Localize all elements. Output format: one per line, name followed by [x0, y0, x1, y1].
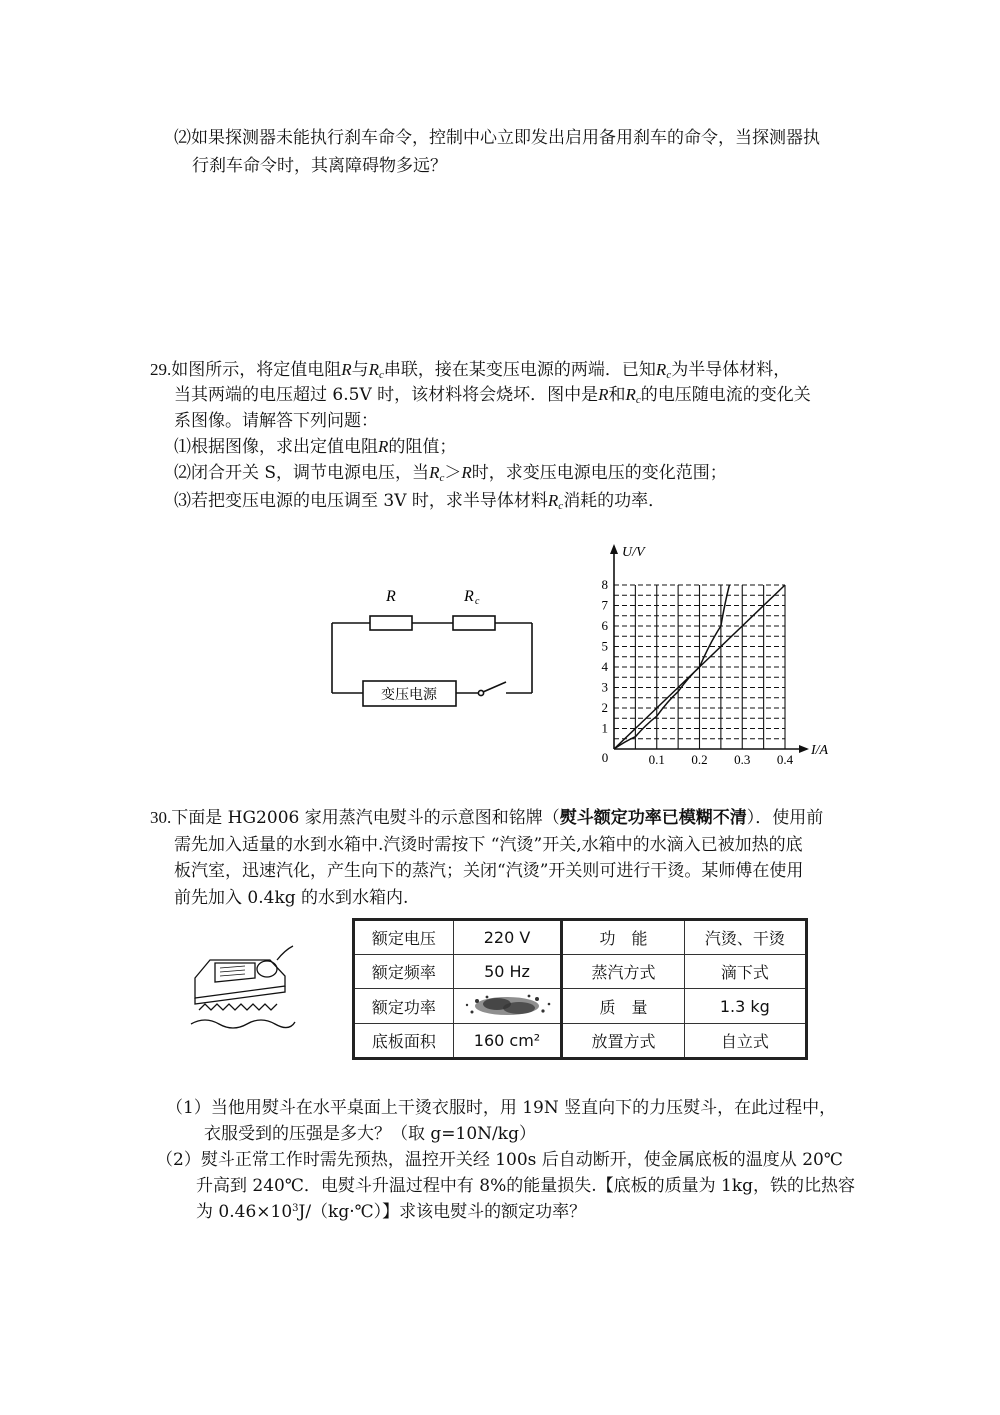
y-tick-label: 7	[601, 597, 608, 613]
plate-cell: 自立式	[684, 1023, 806, 1058]
y-tick-label: 6	[601, 618, 608, 633]
q30-line1: 30.下面是 HG2006 家用蒸汽电熨斗的示意图和铭牌（熨斗额定功率已模糊不清）．使用前	[150, 808, 824, 828]
x-tick-label: 0.4	[776, 752, 794, 767]
x-axis-label: I/A	[811, 743, 829, 758]
q28-part2-line1: ⑵如果探测器未能执行刹车命令，控制中心立即发出启用备用刹车的命令，当探测器执	[174, 128, 820, 148]
q30-part2-line1: （2）熨斗正常工作时需先预热，温控开关经 100s 后自动断开，使金属底板的温度从 20℃	[156, 1150, 843, 1170]
q29-line1: 29.如图所示，将定值电阻R与$R_c$串联，接在某变压电源的两端．已知$R_c$为半导体材料，	[150, 360, 791, 381]
x-axis-arrow	[799, 745, 809, 753]
plate-cell: 底板面积	[354, 1023, 454, 1058]
y-tick-label: 5	[601, 638, 608, 654]
plate-cell: 额定电压	[354, 920, 454, 955]
resistor-r	[370, 616, 412, 630]
q29-sub3: ⑶若把变压电源的电压调至 3V 时，求半导体材料$R_c$消耗的功率．	[174, 491, 666, 512]
q30-line4: 前先加入 0.4kg 的水到水箱内.	[174, 888, 409, 908]
plate-cell: 蒸汽方式	[562, 955, 684, 989]
plate-cell: 50 Hz	[453, 955, 562, 989]
plate-cell: 220 V	[453, 920, 562, 955]
label-r: R	[386, 588, 396, 605]
chart-axes	[610, 544, 809, 753]
plate-cell: 额定功率	[354, 989, 454, 1023]
x-tick-label: 0.3	[734, 752, 751, 767]
label-rc: R	[464, 588, 474, 605]
q30-part2-line3: 为 $0.46\times 10^3J/(kg\cdot℃)$】求该电熨斗的额定功率？	[196, 1202, 587, 1222]
q29-line3: 系图像。请解答下列问题：	[174, 411, 378, 431]
y-axis-label: U/V	[622, 545, 645, 560]
q30-line3: 板汽室，迅速汽化，产生向下的蒸汽；关闭“汽烫”开关则可进行干烫。某师傅在使用	[174, 861, 804, 881]
q30-line2: 需先加入适量的水到水箱中.汽烫时需按下 “汽烫”开关,水箱中的水滴入已被加热的底	[174, 835, 803, 855]
y-tick-label: 1	[601, 720, 608, 736]
q29-line2: 当其两端的电压超过 6.5V 时，该材料将会烧坏．图中是R和$R_c$的电压随电流的变化关	[174, 385, 811, 406]
q30-part1-line2: 衣服受到的压强是多大？（取 g=10N/kg）	[204, 1124, 536, 1144]
plate-cell: 滴下式	[684, 955, 806, 989]
blurred-power-cell	[453, 989, 562, 1023]
q30-part2-line2: 升高到 240℃．电熨斗升温过程中有 8%的能量损失.【底板的质量为 1kg，铁的比热容	[196, 1176, 856, 1196]
label-rc-sub: c	[475, 596, 480, 607]
x-tick-label: 0.1	[648, 752, 665, 767]
resistor-rc	[453, 616, 495, 630]
q28-part2-line2: 行刹车命令时，其离障碍物多远？	[192, 156, 447, 176]
plate-cell: 160 cm²	[453, 1023, 562, 1058]
plate-cell: 功 能	[562, 920, 684, 955]
plate-cell: 1.3 kg	[684, 989, 806, 1023]
steam-iron-illustration	[185, 938, 305, 1048]
source-label: 变压电源	[381, 687, 437, 703]
circuit-diagram	[320, 575, 550, 720]
x-tick-label: 0.2	[691, 752, 708, 767]
y-tick-label: 2	[601, 700, 608, 715]
plate-row	[354, 1023, 807, 1058]
plate-row	[354, 989, 807, 1023]
ui-chart	[585, 538, 845, 768]
plate-row	[354, 955, 807, 989]
y-tick-label: 8	[601, 577, 608, 592]
q30-part1-line1: （1）当他用熨斗在水平桌面上干烫衣服时，用 19N 竖直向下的力压熨斗，在此过程中，	[166, 1098, 837, 1118]
q29-sub1: ⑴根据图像，求出定值电阻R的阻值；	[174, 437, 457, 457]
switch-s	[483, 682, 506, 692]
plate-cell: 汽烫、干烫	[684, 920, 806, 955]
origin-label: 0	[601, 750, 609, 765]
blur-smudge	[457, 991, 557, 1021]
plate-cell: 放置方式	[562, 1023, 684, 1058]
plate-cell: 质 量	[562, 989, 684, 1023]
y-tick-label: 3	[601, 679, 608, 695]
plate-row	[354, 920, 807, 955]
nameplate-table	[352, 918, 808, 1060]
y-tick-label: 4	[601, 659, 608, 674]
plate-cell: 额定频率	[354, 955, 454, 989]
q29-sub2: ⑵闭合开关 S，调节电源电压，当$R_c>R$时，求变压电源电压的变化范围；	[174, 463, 727, 484]
y-axis-arrow	[610, 544, 618, 554]
